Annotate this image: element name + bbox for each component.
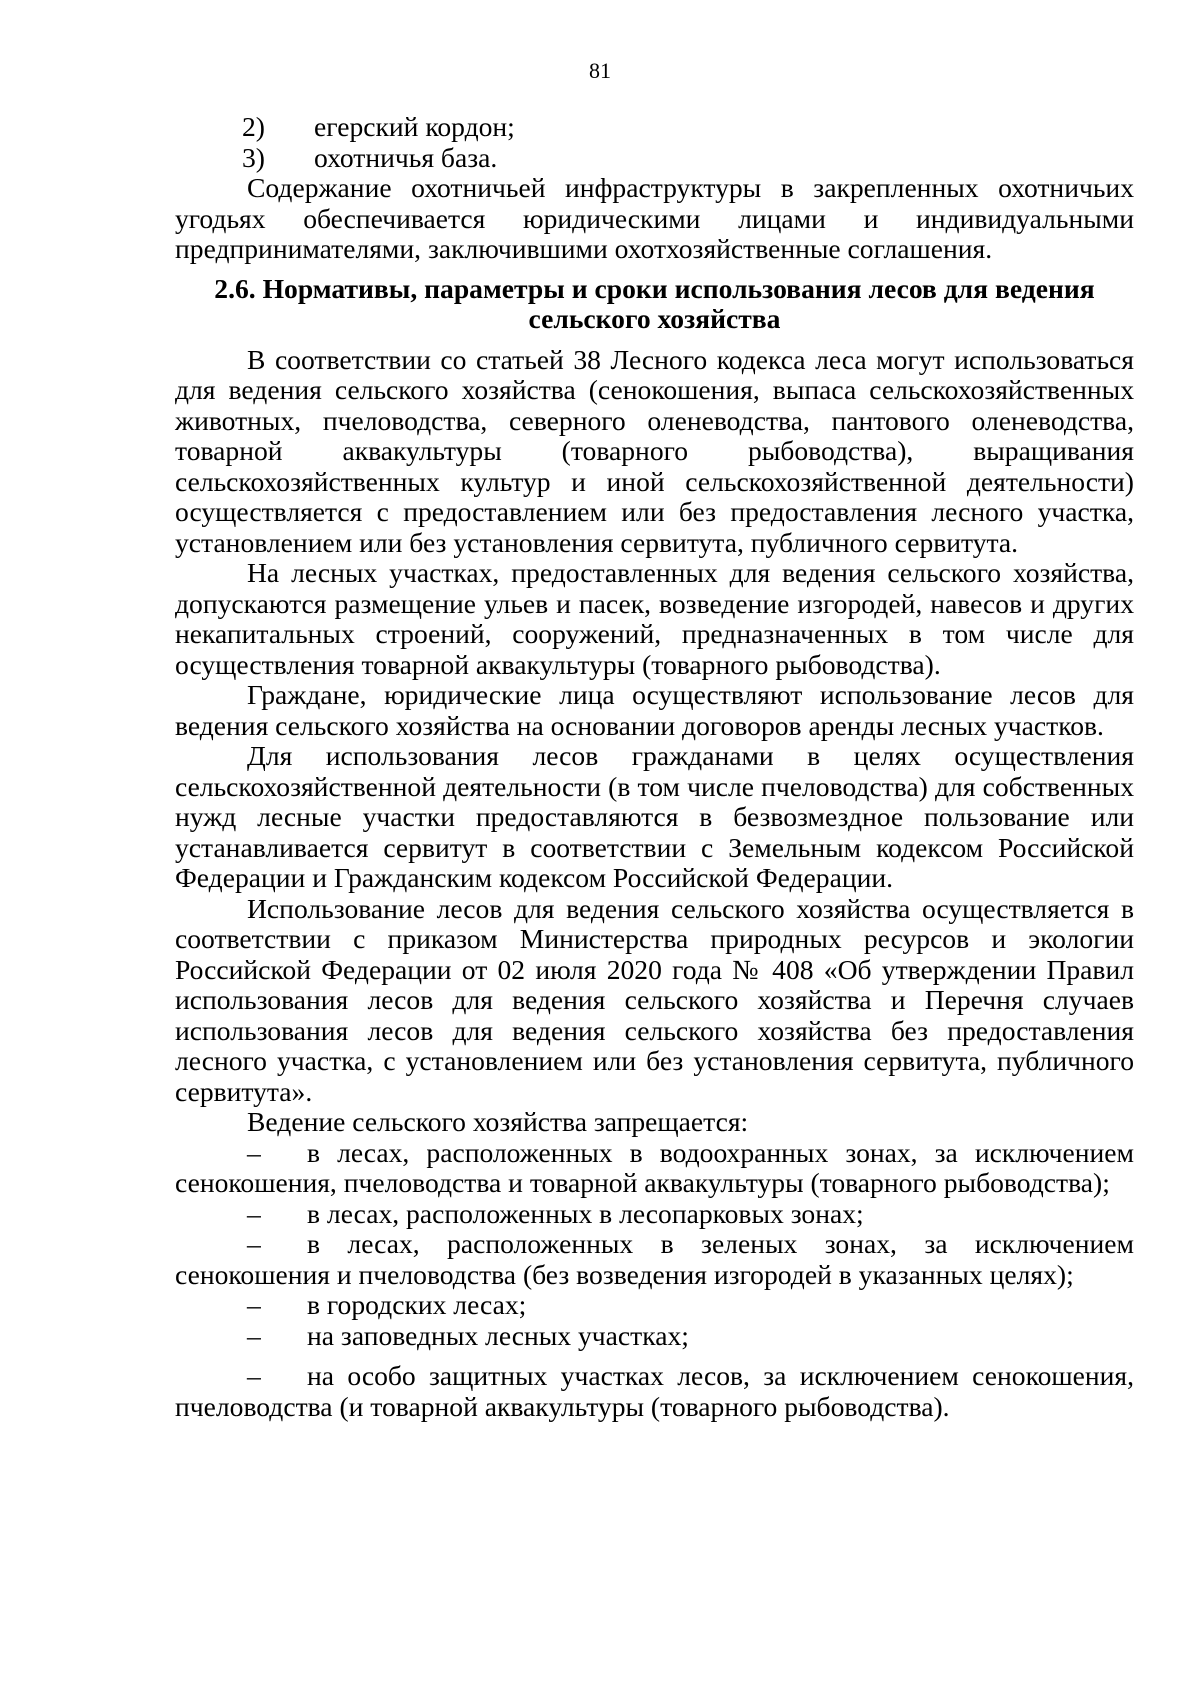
section-heading-line1: 2.6. Нормативы, параметры и сроки использования лесов для ведения xyxy=(214,272,1095,304)
paragraph: На лесных участках, предоставленных для ведения сельского хозяйства, допускаются размещение ульев и пасек, возведение изгородей, навесов и других некапитальных строений, сооружений, предназначенных в том числе для осуществления товарной аквакультуры (товарного рыбоводства). xyxy=(175,557,1134,680)
prohibition-item xyxy=(175,1290,1134,1321)
prohibition-item xyxy=(175,1361,1134,1422)
dash-bullet: – xyxy=(247,1197,261,1229)
prohibition-text: на особо защитных участках лесов, за исключением сенокошения, пчеловодства (и товарной аквакультуры (товарного рыбоводства). xyxy=(175,1360,1134,1422)
dash-bullet: – xyxy=(247,1289,261,1320)
list-item-text: охотничья база. xyxy=(314,141,498,173)
prohibition-item xyxy=(175,1229,1134,1290)
section-heading-line2: сельского хозяйства xyxy=(528,302,781,334)
list-item xyxy=(175,143,1134,174)
paragraph: В соответствии со статьей 38 Лесного кодекса леса могут использоваться для ведения сельского хозяйства (сенокошения, выпаса сельскохозяйственных животных, пчеловодства, северного оленеводства, пантового оленеводства, товарной аквакультуры (товарного рыбоводства), выращивания сельскохозяйственных культур и иной сельскохозяйственной деятельности) осуществляется с предоставлением или без предоставления лесного участка, установлением или без установления сервитута, публичного сервитута. xyxy=(175,343,1134,558)
prohibition-item xyxy=(175,1138,1134,1199)
prohibition-text: в лесах, расположенных в водоохранных зонах, за исключением сенокошения, пчеловодства и товарной аквакультуры (товарного рыбоводства); xyxy=(175,1136,1134,1198)
list-item xyxy=(175,112,1134,143)
section-heading xyxy=(175,274,1134,334)
paragraph: Для использования лесов гражданами в целях осуществления сельскохозяйственной деятельности (в том числе пчеловодства) для собственных нужд лесные участки предоставляются в безвозмездное пользование или устанавливается сервитут в соответствии с Земельным кодексом Российской Федерации и Гражданским кодексом Российской Федерации. xyxy=(175,740,1134,893)
page-content xyxy=(175,112,1134,1422)
prohibition-text: в лесах, расположенных в зеленых зонах, за исключением сенокошения и пчеловодства (без возведения изгородей в указанных целях); xyxy=(175,1228,1134,1290)
dash-bullet: – xyxy=(247,1136,261,1168)
prohibition-item xyxy=(175,1321,1134,1352)
prohibition-text: в городских лесах; xyxy=(307,1289,527,1320)
list-item-number: 2) xyxy=(242,111,265,142)
paragraph-infrastructure: Содержание охотничьей инфраструктуры в закрепленных охотничьих угодьях обеспечивается юридическими лицами и индивидуальными предпринимателями, заключившими охотхозяйственные соглашения. xyxy=(175,172,1134,264)
dash-bullet: – xyxy=(247,1319,261,1351)
dash-bullet: – xyxy=(247,1228,261,1259)
list-item-number: 3) xyxy=(242,141,265,173)
prohibition-text: в лесах, расположенных в лесопарковых зонах; xyxy=(307,1197,864,1229)
paragraph: Использование лесов для ведения сельского хозяйства осуществляется в соответствии с приказом Министерства природных ресурсов и экологии Российской Федерации от 02 июля 2020 года № 408 «Об утверждении Правил использования лесов для ведения сельского хозяйства и Перечня случаев использования лесов для ведения сельского хозяйства без предоставления лесного участка, с установлением или без установления сервитута, публичного сервитута». xyxy=(175,892,1134,1107)
page-number: 81 xyxy=(589,58,611,83)
list-item-text: егерский кордон; xyxy=(314,111,515,142)
prohibition-item xyxy=(175,1199,1134,1230)
dash-bullet: – xyxy=(247,1360,261,1391)
prohibition-text: на заповедных лесных участках; xyxy=(307,1319,689,1351)
paragraph: Граждане, юридические лица осуществляют использование лесов для ведения сельского хозяйства на основании договоров аренды лесных участков. xyxy=(175,679,1134,741)
paragraph: Ведение сельского хозяйства запрещается: xyxy=(247,1106,749,1137)
